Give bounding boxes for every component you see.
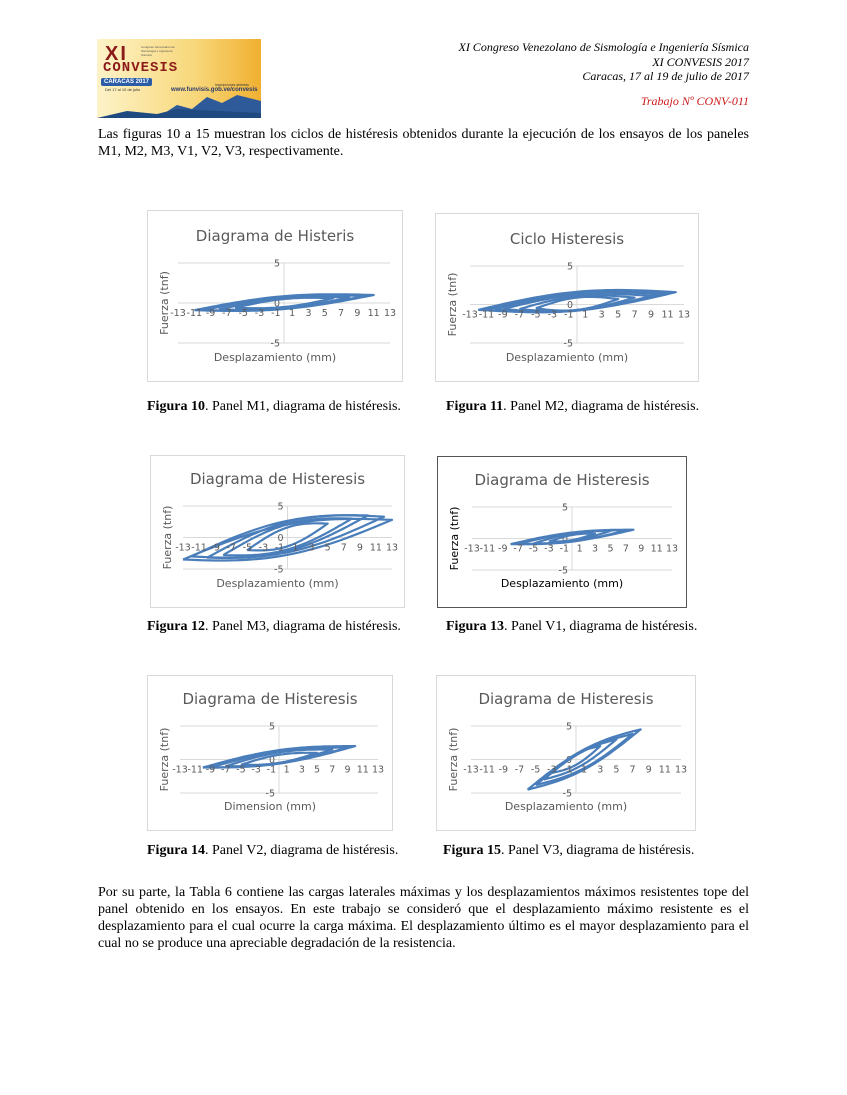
- x-tick-label: 3: [305, 308, 312, 319]
- x-tick-label: 11: [658, 764, 671, 776]
- x-axis-label: Desplazamiento (mm): [213, 351, 337, 364]
- x-tick-label: -1: [266, 764, 277, 776]
- caption-label: Figura 14: [147, 843, 205, 858]
- x-tick-label: 13: [371, 764, 385, 776]
- chart-svg: [436, 214, 698, 381]
- x-tick-label: 5: [607, 543, 614, 555]
- chart-figure-11: [435, 213, 699, 382]
- x-tick-label: -11: [187, 764, 203, 776]
- x-tick-label: -5: [528, 543, 539, 555]
- caption-figure-12: [147, 618, 401, 635]
- chart-figure-15: [436, 675, 696, 831]
- convesis-logo: [97, 39, 261, 118]
- x-tick-label: 1: [283, 764, 290, 776]
- x-axis-label: Desplazamiento (mm): [504, 800, 628, 813]
- x-tick-label: 13: [385, 542, 399, 554]
- x-tick-label: -11: [186, 308, 203, 319]
- x-tick-label: 11: [661, 309, 674, 321]
- x-tick-label: -11: [479, 543, 496, 555]
- x-tick-label: 7: [340, 542, 347, 554]
- x-tick-label: 9: [638, 543, 645, 555]
- x-tick-label: 13: [677, 309, 691, 321]
- y-tick-label: 5: [566, 261, 573, 273]
- x-tick-label: -5: [238, 308, 248, 319]
- y-tick-label: 0: [277, 533, 284, 544]
- x-tick-label: 7: [631, 309, 638, 321]
- x-tick-label: -13: [172, 764, 188, 776]
- chart-svg: [151, 456, 404, 607]
- x-tick-label: 9: [356, 542, 363, 554]
- x-tick-label: 9: [648, 309, 655, 321]
- chart-svg: [148, 211, 402, 381]
- y-axis-label: Fuerza (tnf): [158, 271, 171, 335]
- caption-text: . Panel M1, diagrama de histéresis.: [204, 399, 401, 414]
- intro-paragraph: Las figuras 10 a 15 muestran los ciclos de histéresis obtenidos durante la ejecución de los ensayos de los paneles M1, M2, M3, V1, V2, V3, respectivamente.: [98, 127, 749, 159]
- caption-text: . Panel V2, diagrama de histéresis.: [204, 843, 399, 858]
- x-tick-label: 7: [622, 543, 629, 555]
- chart-figure-12: [150, 455, 405, 608]
- x-tick-label: 5: [324, 542, 331, 554]
- caption-label: Figura 13: [446, 619, 504, 634]
- x-tick-label: -9: [498, 764, 509, 776]
- caption-label: Figura 12: [147, 619, 205, 634]
- x-tick-label: 13: [674, 764, 688, 776]
- y-tick-label: -5: [562, 788, 572, 800]
- y-axis-label: Fuerza (tnf): [446, 272, 459, 337]
- chart-svg: [438, 457, 686, 607]
- x-tick-label: -1: [563, 764, 573, 776]
- x-tick-label: 3: [298, 764, 305, 776]
- y-tick-label: 5: [273, 258, 280, 270]
- x-tick-label: 1: [582, 309, 589, 321]
- x-tick-label: 7: [629, 764, 636, 776]
- x-tick-label: 9: [344, 764, 351, 776]
- y-tick-label: 0: [565, 755, 572, 766]
- x-tick-label: -9: [498, 543, 508, 555]
- x-tick-label: -3: [251, 764, 261, 776]
- y-tick-label: 5: [268, 721, 275, 733]
- y-tick-label: -5: [265, 788, 275, 800]
- x-tick-label: -7: [226, 542, 236, 554]
- y-tick-label: -5: [563, 338, 573, 350]
- y-axis-label: Fuerza (tnf): [161, 505, 174, 570]
- y-tick-label: 0: [561, 534, 568, 545]
- x-tick-label: 9: [645, 764, 652, 776]
- x-tick-label: -1: [271, 308, 281, 319]
- y-axis-label: Fuerza (tnf): [158, 727, 171, 792]
- caption-label: Figura 11: [446, 399, 504, 414]
- x-tick-label: -7: [222, 308, 232, 319]
- y-tick-label: 0: [268, 755, 275, 766]
- logo-web: www.funvisis.gob.ve/convesis: [171, 87, 258, 93]
- caption-text: . Panel M2, diagrama de histéresis.: [503, 399, 700, 414]
- x-tick-label: -13: [462, 309, 478, 321]
- x-tick-label: -1: [274, 542, 285, 554]
- chart-svg: [437, 676, 695, 830]
- y-tick-label: 0: [273, 298, 280, 310]
- page-header: [458, 40, 749, 108]
- chart-title: Diagrama de Histeresis: [189, 470, 366, 488]
- logo-xi: XI: [105, 43, 128, 65]
- header-trabajo: Trabajo Nº CONV-011: [640, 93, 749, 108]
- caption-text: . Panel M3, diagrama de histéresis.: [204, 619, 401, 634]
- x-tick-label: -3: [547, 309, 558, 321]
- logo-badge: CARACAS 2017: [101, 78, 152, 86]
- x-tick-label: 5: [613, 764, 620, 776]
- x-tick-label: -1: [564, 309, 574, 321]
- x-tick-label: -11: [478, 309, 495, 321]
- x-tick-label: 3: [308, 542, 315, 554]
- caption-figure-14: [147, 842, 398, 859]
- x-tick-label: 7: [329, 764, 336, 776]
- x-tick-label: -5: [242, 542, 253, 554]
- header-dates: Caracas, 17 al 19 de julio de 2017: [582, 69, 749, 83]
- x-tick-label: -3: [254, 308, 265, 319]
- x-tick-label: -13: [170, 308, 186, 319]
- y-axis-label: Fuerza (tnf): [447, 727, 460, 792]
- x-tick-label: 1: [581, 764, 588, 776]
- closing-paragraph: Por su parte, la Tabla 6 contiene las cargas laterales máximas y los desplazamientos máximos resistentes tope del panel obtenido en los ensayos. En este trabajo se consideró que el desplazamiento máximo resistente es el desplazamiento para el cual ocurre la carga máxima. El desplazamiento último es el mayor desplazamiento para el cual no se produce una apreciable degradación de la resistencia.: [98, 885, 749, 951]
- chart-title: Diagrama de Histeresis: [478, 690, 654, 708]
- x-tick-label: -7: [514, 764, 525, 776]
- x-tick-label: -5: [531, 309, 541, 321]
- x-tick-label: -1: [559, 543, 570, 555]
- chart-title: Diagrama de Histeris: [195, 227, 355, 245]
- x-tick-label: 7: [338, 308, 345, 319]
- x-tick-label: 3: [598, 309, 605, 321]
- header-congress: XI Congreso Venezolano de Sismología e Ingeniería Sísmica: [458, 40, 749, 54]
- x-tick-label: 3: [592, 543, 599, 555]
- y-tick-label: 5: [561, 502, 568, 514]
- x-tick-label: -13: [464, 543, 480, 555]
- x-tick-label: -5: [236, 764, 246, 776]
- chart-title: Ciclo Histeresis: [509, 230, 625, 248]
- caption-text: . Panel V3, diagrama de histéresis.: [500, 843, 695, 858]
- x-tick-label: -3: [547, 764, 557, 776]
- x-axis-label: Dimension (mm): [224, 800, 316, 813]
- caption-figure-11: [446, 398, 699, 415]
- x-axis-label: Desplazamiento (mm): [505, 351, 629, 364]
- x-tick-label: 5: [321, 308, 328, 319]
- x-tick-label: -13: [175, 542, 191, 554]
- chart-figure-10: [147, 210, 403, 382]
- x-tick-label: 13: [383, 308, 397, 319]
- x-tick-label: -9: [205, 308, 216, 319]
- x-tick-label: -3: [544, 543, 554, 555]
- x-tick-label: 11: [367, 308, 380, 319]
- y-tick-label: 5: [277, 501, 284, 513]
- chart-figure-13: [437, 456, 687, 608]
- x-tick-label: 1: [292, 542, 299, 554]
- x-tick-label: -9: [210, 542, 220, 554]
- caption-figure-13: [446, 618, 697, 635]
- x-tick-label: -7: [513, 543, 523, 555]
- logo-subtitle: Congreso Venezolano de Sismología e Ingeniería Sísmica: [141, 45, 175, 57]
- header-edition: XI CONVESIS 2017: [652, 54, 749, 69]
- chart-title: Diagrama de Histeresis: [474, 471, 650, 489]
- x-tick-label: -11: [191, 542, 207, 554]
- x-tick-label: 5: [314, 764, 321, 776]
- x-tick-label: -9: [205, 764, 216, 776]
- y-axis-label: Fuerza (tnf): [448, 506, 461, 571]
- x-tick-label: 11: [356, 764, 369, 776]
- y-tick-label: -5: [558, 565, 568, 577]
- logo-convesis: CONVESIS: [103, 60, 179, 76]
- x-tick-label: 11: [369, 542, 382, 554]
- x-tick-label: -9: [498, 309, 508, 321]
- x-tick-label: -7: [514, 309, 525, 321]
- x-tick-label: 5: [615, 309, 622, 321]
- x-tick-label: 11: [650, 543, 663, 555]
- x-tick-label: -7: [220, 764, 231, 776]
- caption-figure-15: [443, 842, 694, 859]
- y-tick-label: -5: [274, 564, 284, 576]
- caption-label: Figura 10: [147, 399, 205, 414]
- x-tick-label: 1: [576, 543, 583, 555]
- chart-title: Diagrama de Histeresis: [182, 690, 358, 708]
- x-tick-label: -5: [530, 764, 541, 776]
- x-axis-label: Desplazamiento (mm): [216, 577, 339, 590]
- chart-svg: [148, 676, 392, 830]
- chart-figure-14: [147, 675, 393, 831]
- logo-dates: Del 17 al 19 de julio: [105, 87, 141, 92]
- x-tick-label: 13: [665, 543, 679, 555]
- x-axis-label: Desplazamiento (mm): [500, 577, 624, 590]
- caption-label: Figura 15: [443, 843, 501, 858]
- y-tick-label: 0: [566, 300, 573, 311]
- x-tick-label: -3: [258, 542, 269, 554]
- caption-figure-10: [147, 398, 401, 415]
- y-tick-label: 5: [565, 721, 572, 733]
- caption-text: . Panel V1, diagrama de histéresis.: [503, 619, 698, 634]
- logo-inscripciones: Inscripciones abiertas: [215, 83, 249, 87]
- x-tick-label: -11: [479, 764, 495, 776]
- x-tick-label: 1: [289, 308, 296, 319]
- x-tick-label: -13: [463, 764, 479, 776]
- y-tick-label: -5: [270, 338, 280, 350]
- x-tick-label: 3: [597, 764, 604, 776]
- x-tick-label: 9: [354, 308, 361, 319]
